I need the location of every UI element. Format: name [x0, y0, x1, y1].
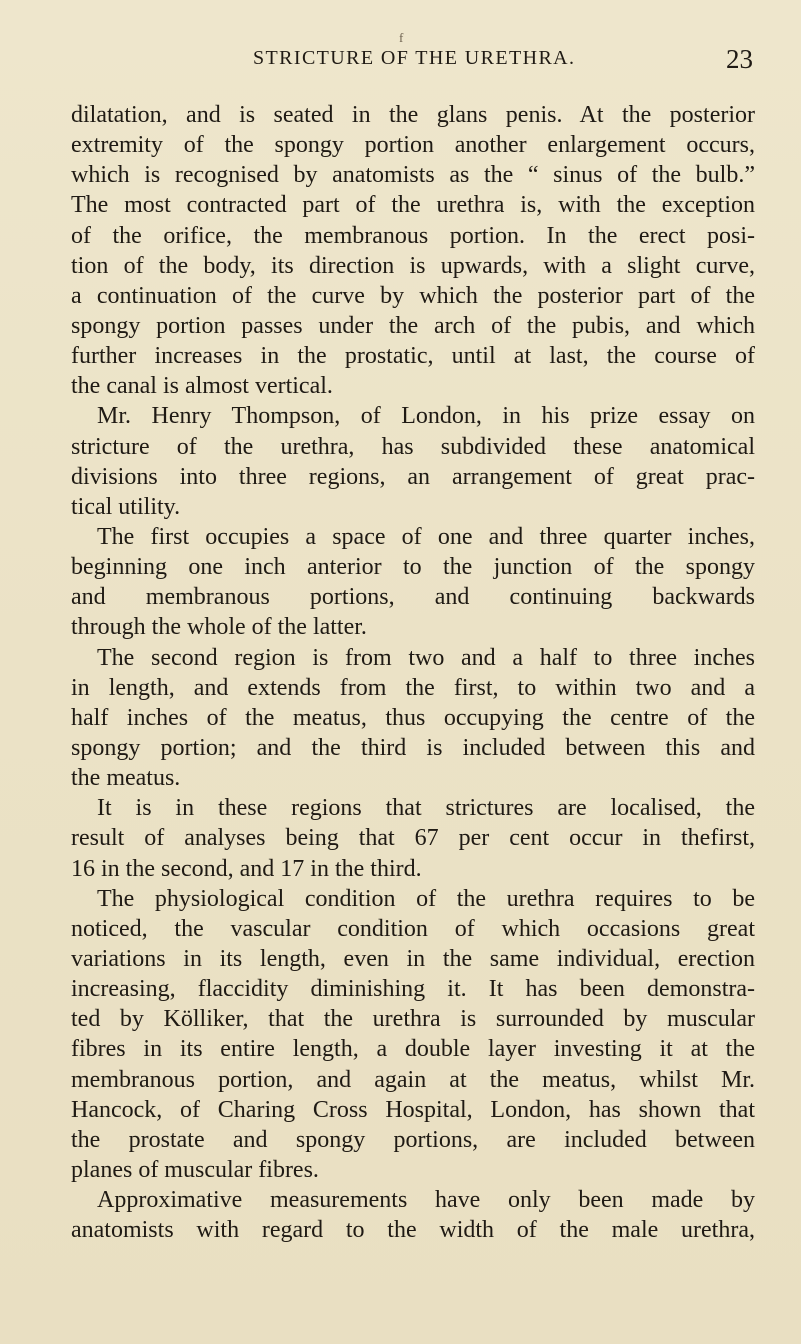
- text-line: result of analyses being that 67 per cent occur in thefirst,: [71, 825, 755, 852]
- text-line: tical utility.: [71, 493, 181, 520]
- text-line: beginning one inch anterior to the junction of the spongy: [71, 554, 755, 581]
- text-line: a continuation of the curve by which the posterior part of the: [71, 282, 755, 309]
- running-head: [0, 44, 801, 77]
- text-line: 16 in the second, and 17 in the third.: [71, 855, 422, 882]
- text-line: which is recognised by anatomists as the “ sinus of the bulb.”: [71, 162, 755, 189]
- text-line: in length, and extends from the first, to within two and a: [71, 674, 755, 701]
- text-line: divisions into three regions, an arrangement of great prac-: [71, 463, 755, 490]
- text-line: half inches of the meatus, thus occupying the centre of the: [71, 704, 755, 731]
- text-line: dilatation, and is seated in the glans penis. At the posterior: [71, 102, 755, 128]
- text-line: The first occupies a space of one and three quarter inches,: [97, 523, 755, 550]
- text-line: The second region is from two and a half to three inches: [97, 644, 755, 671]
- text-line: and membranous portions, and continuing backwards: [71, 584, 755, 611]
- page-number: 23: [726, 44, 753, 74]
- text-line: the canal is almost vertical.: [71, 373, 333, 400]
- text-line: Hancock, of Charing Cross Hospital, London, has shown that: [71, 1096, 755, 1123]
- body-text: [71, 100, 755, 1245]
- text-line: anatomists with regard to the width of the male urethra,: [71, 1217, 755, 1244]
- text-line: ted by Kölliker, that the urethra is surrounded by muscular: [71, 1006, 755, 1033]
- text-line: spongy portion passes under the arch of the pubis, and which: [71, 312, 755, 339]
- text-line: through the whole of the latter.: [71, 614, 367, 641]
- print-speck: f: [399, 30, 404, 45]
- text-line: further increases in the prostatic, until at last, the course of: [71, 343, 755, 370]
- text-line: increasing, flaccidity diminishing it. It has been demonstra-: [71, 976, 755, 1003]
- text-line: noticed, the vascular condition of which occasions great: [71, 915, 755, 942]
- running-title: STRICTURE OF THE URETHRA.: [253, 47, 576, 69]
- text-line: fibres in its entire length, a double layer investing it at the: [71, 1036, 755, 1063]
- text-line: of the orifice, the membranous portion. In the erect posi-: [71, 222, 755, 249]
- text-line: the prostate and spongy portions, are included between: [71, 1126, 755, 1153]
- text-line: stricture of the urethra, has subdivided these anatomical: [71, 433, 755, 460]
- text-line: It is in these regions that strictures are localised, the: [97, 795, 755, 822]
- text-line: The physiological condition of the urethra requires to be: [97, 885, 755, 912]
- text-line: variations in its length, even in the same individual, erection: [71, 945, 755, 972]
- text-line: The most contracted part of the urethra is, with the exception: [71, 192, 755, 219]
- text-line: Approximative measurements have only been made by: [97, 1187, 755, 1214]
- text-line: membranous portion, and again at the meatus, whilst Mr.: [71, 1066, 755, 1093]
- text-line: extremity of the spongy portion another enlargement occurs,: [71, 132, 755, 159]
- text-line: Mr. Henry Thompson, of London, in his prize essay on: [97, 403, 755, 430]
- text-line: spongy portion; and the third is included between this and: [71, 734, 755, 761]
- text-line: the meatus.: [71, 765, 181, 792]
- text-line: tion of the body, its direction is upwards, with a slight curve,: [71, 252, 755, 279]
- text-line: planes of muscular fibres.: [71, 1156, 319, 1183]
